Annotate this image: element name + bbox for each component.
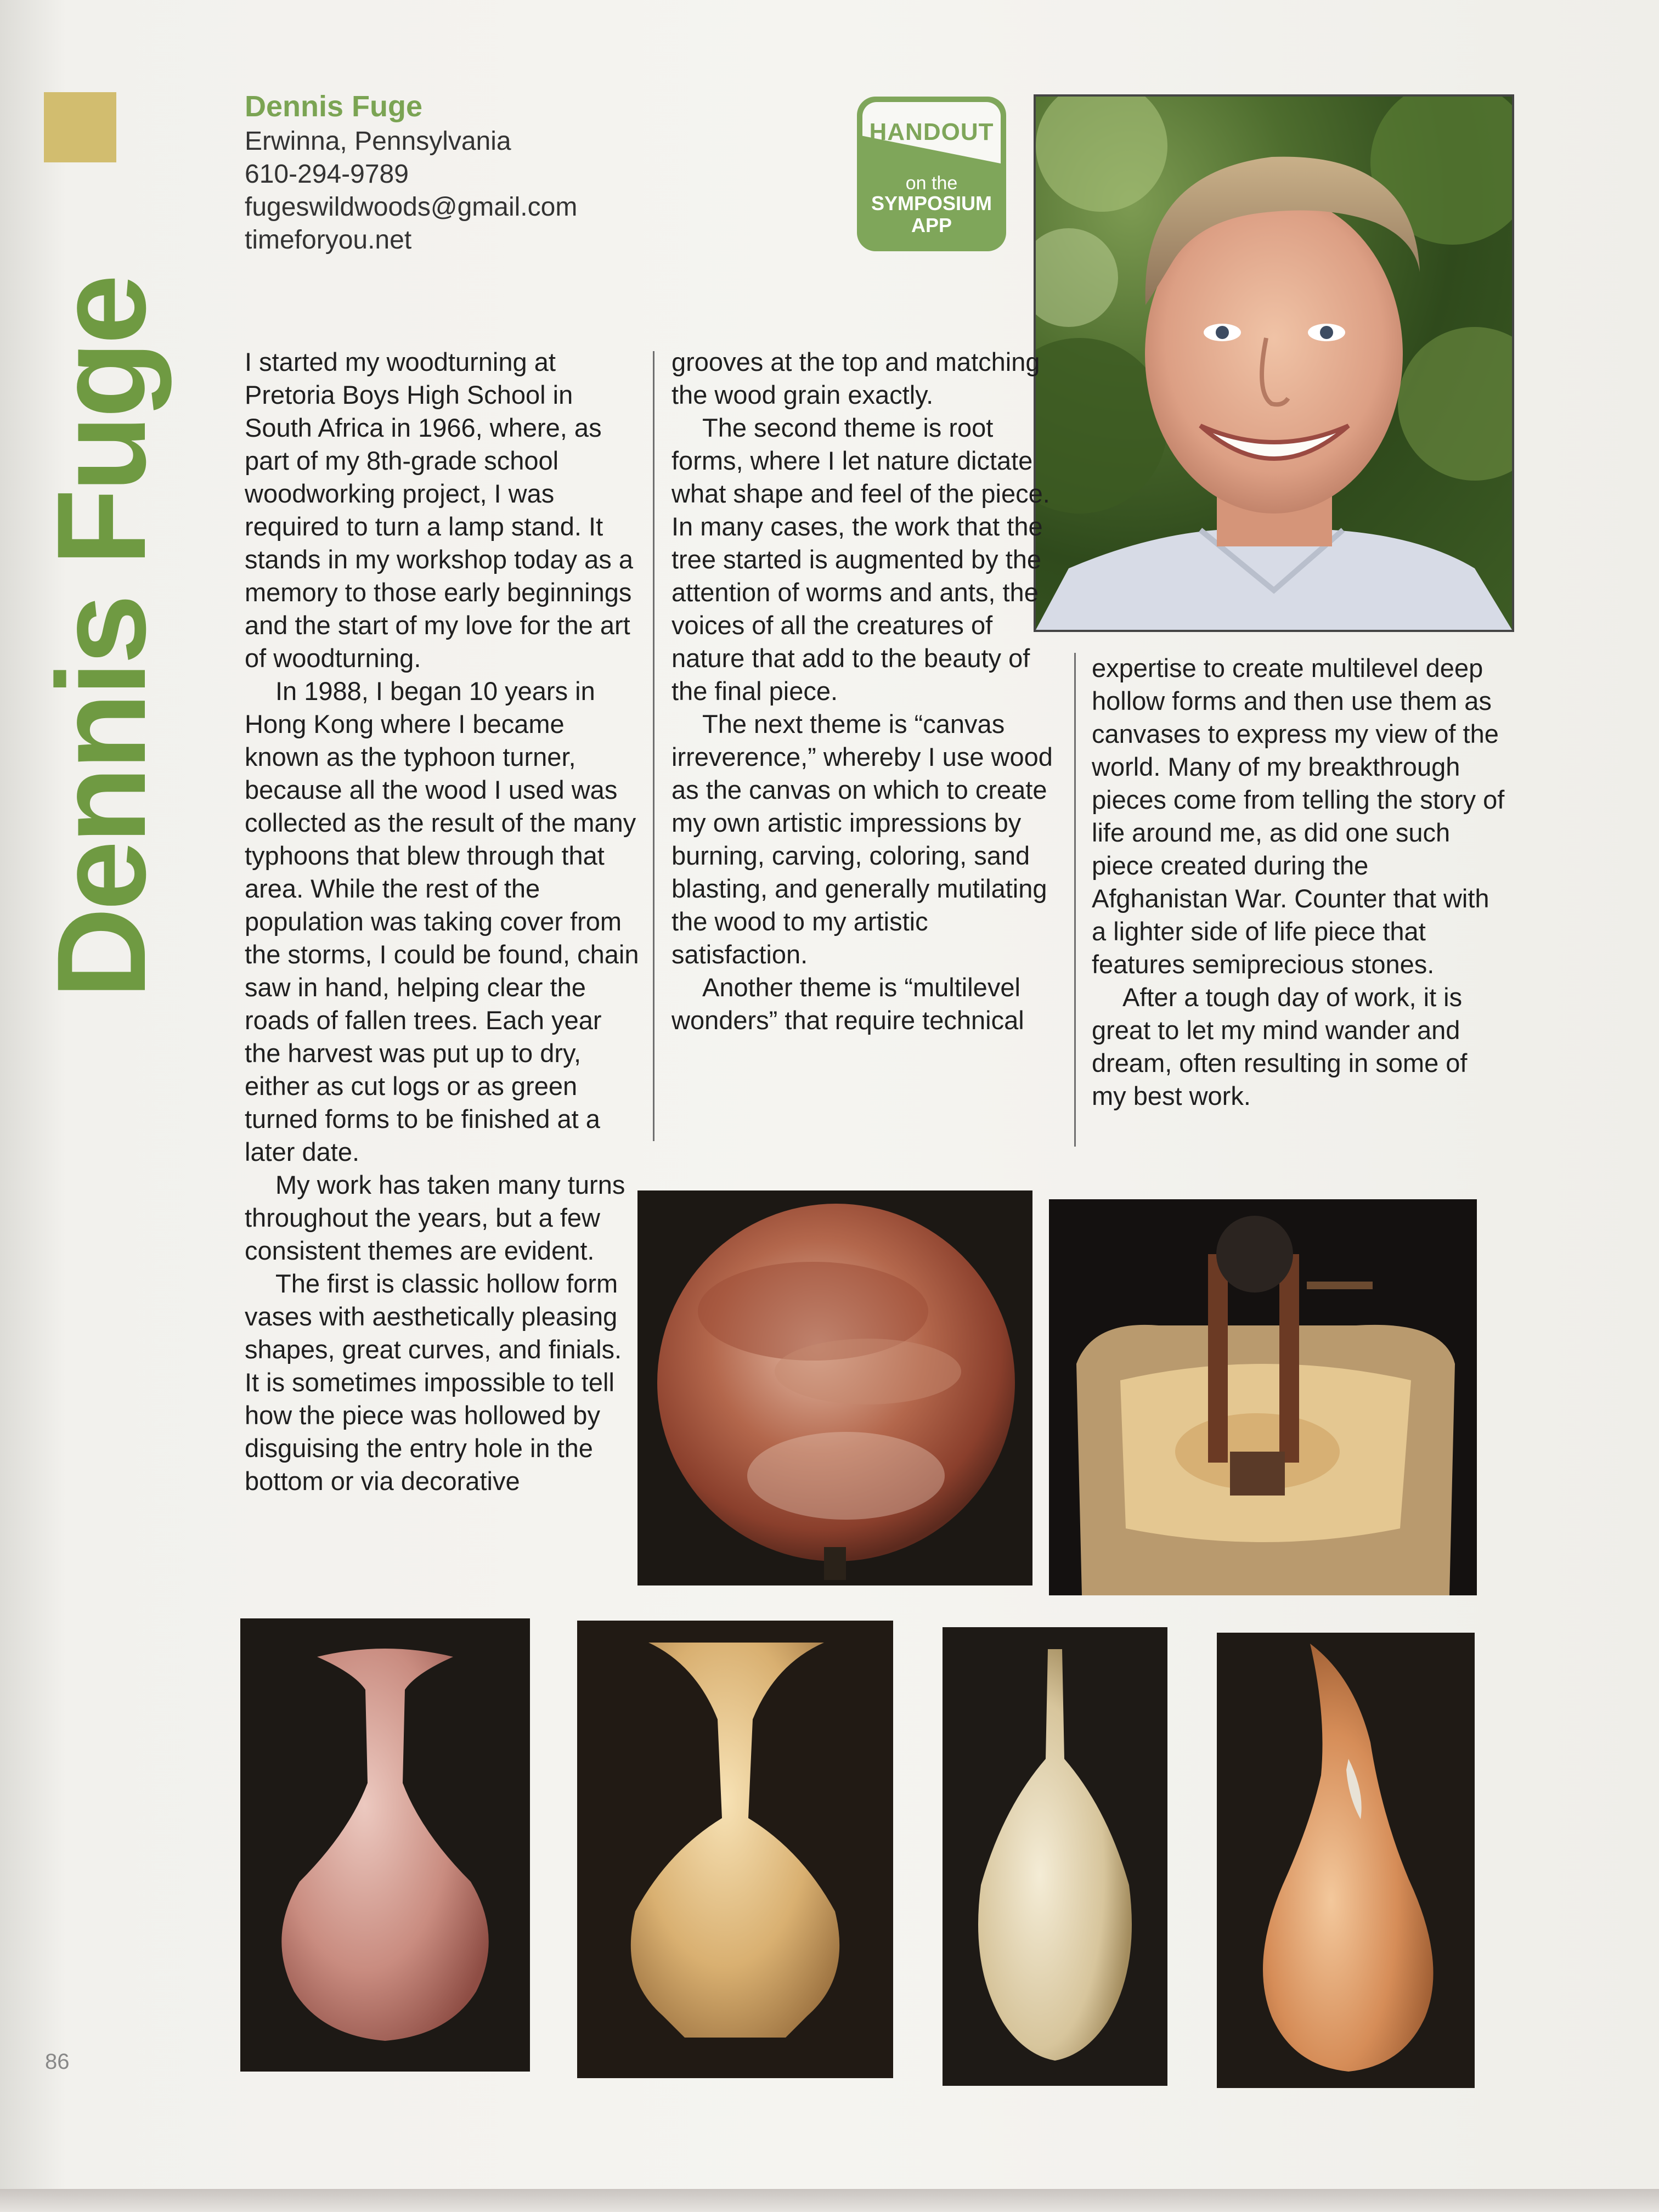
portrait-illustration [1036,97,1512,630]
vase-1-illustration [240,1618,530,2072]
vase-3-illustration [943,1627,1167,2086]
article-column-2 [672,346,1066,1037]
vase-4-illustration [1217,1633,1475,2088]
vase-photo-1 [240,1618,530,2072]
burl-carving-photo [1049,1199,1477,1595]
badge-symposium-label: SYMPOSIUM [871,192,992,215]
artist-location: Erwinna, Pennsylvania [245,127,511,156]
vase-photo-3 [943,1627,1167,2086]
vertical-artist-name: Dennis Fuge [31,277,172,998]
article-paragraph: In 1988, I began 10 years in Hong Kong where I became known as the typhoon turner, because all the wood I used was collected as the result of the many typhoons that blew through that area. While the rest of the population was taking cover from the storms, I could be found, chain saw in hand, helping clear the roads of fallen trees. Each year the harvest was put up to dry, either as cut logs or as green turned forms to be finished at a later date. [245,676,639,1166]
contact-block [245,88,848,257]
burl-carving-illustration [1049,1199,1477,1595]
article-column-3 [1092,652,1509,1113]
article-paragraph: My work has taken many turns throughout the years, but a few consistent themes are evident. [245,1170,625,1265]
article-paragraph: The second theme is root forms, where I let nature dictate what shape and feel of the piece. In many cases, the work that the tree started is augmented by the attention of worms and ants, the voices of all the creatures of nature that add to the beauty of the final piece. [672,413,1050,706]
page-number: 86 [45,2050,70,2074]
article-paragraph: grooves at the top and matching the wood grain exactly. [672,347,1040,409]
article-paragraph: After a tough day of work, it is great to let my mind wander and dream, often resulting in some of my best work. [1092,983,1468,1110]
gold-accent-square [44,92,116,162]
article-paragraph: The next theme is “canvas irreverence,” whereby I use wood as the canvas on which to create my own artistic impressions by burning, carving, coloring, sand blasting, and generally mutilating the wood to my artistic satisfaction. [672,709,1053,969]
artist-website: timeforyou.net [245,225,412,255]
article-column-1 [245,346,640,1498]
article-paragraph: Another theme is “multilevel wonders” that require technical [672,973,1024,1035]
article-paragraph: expertise to create multilevel deep hollow forms and then use them as canvases to express my view of the world. Many of my breakthrough pieces come from telling the story of life around me, as did one such piece created during the Afghanistan War. Counter that with a lighter side of life piece that features semiprecious stones. [1092,653,1505,979]
burl-platter-illustration [637,1190,1032,1585]
article-paragraph: I started my woodturning at Pretoria Boys High School in South Africa in 1966, where, as part of my 8th-grade school woodworking project, I was required to turn a lamp stand. It stands in my workshop today as a memory to those early beginnings and the start of my love for the art of woodturning. [245,347,633,673]
artist-portrait-photo [1034,94,1514,632]
artist-name: Dennis Fuge [245,90,423,123]
vase-2-illustration [577,1621,893,2078]
vase-photo-4 [1217,1633,1475,2088]
badge-handout-label: HANDOUT [869,119,994,145]
artist-phone: 610-294-9789 [245,160,409,189]
artist-email: fugeswildwoods@gmail.com [245,193,578,222]
vase-photo-2 [577,1621,893,2078]
page-bottom-edge [0,2189,1659,2212]
column-divider [1074,653,1076,1147]
column-divider [653,351,654,1141]
article-paragraph: The first is classic hollow form vases with aesthetically pleasing shapes, great curves, and finials. It is sometimes impossible to tell how the piece was hollowed by disguising the entry hole in the bottom or via decorative [245,1269,622,1496]
burl-platter-photo [637,1190,1032,1585]
badge-on-the-label: on the [905,173,958,194]
handout-badge [857,97,1006,251]
badge-app-label: APP [911,214,952,236]
